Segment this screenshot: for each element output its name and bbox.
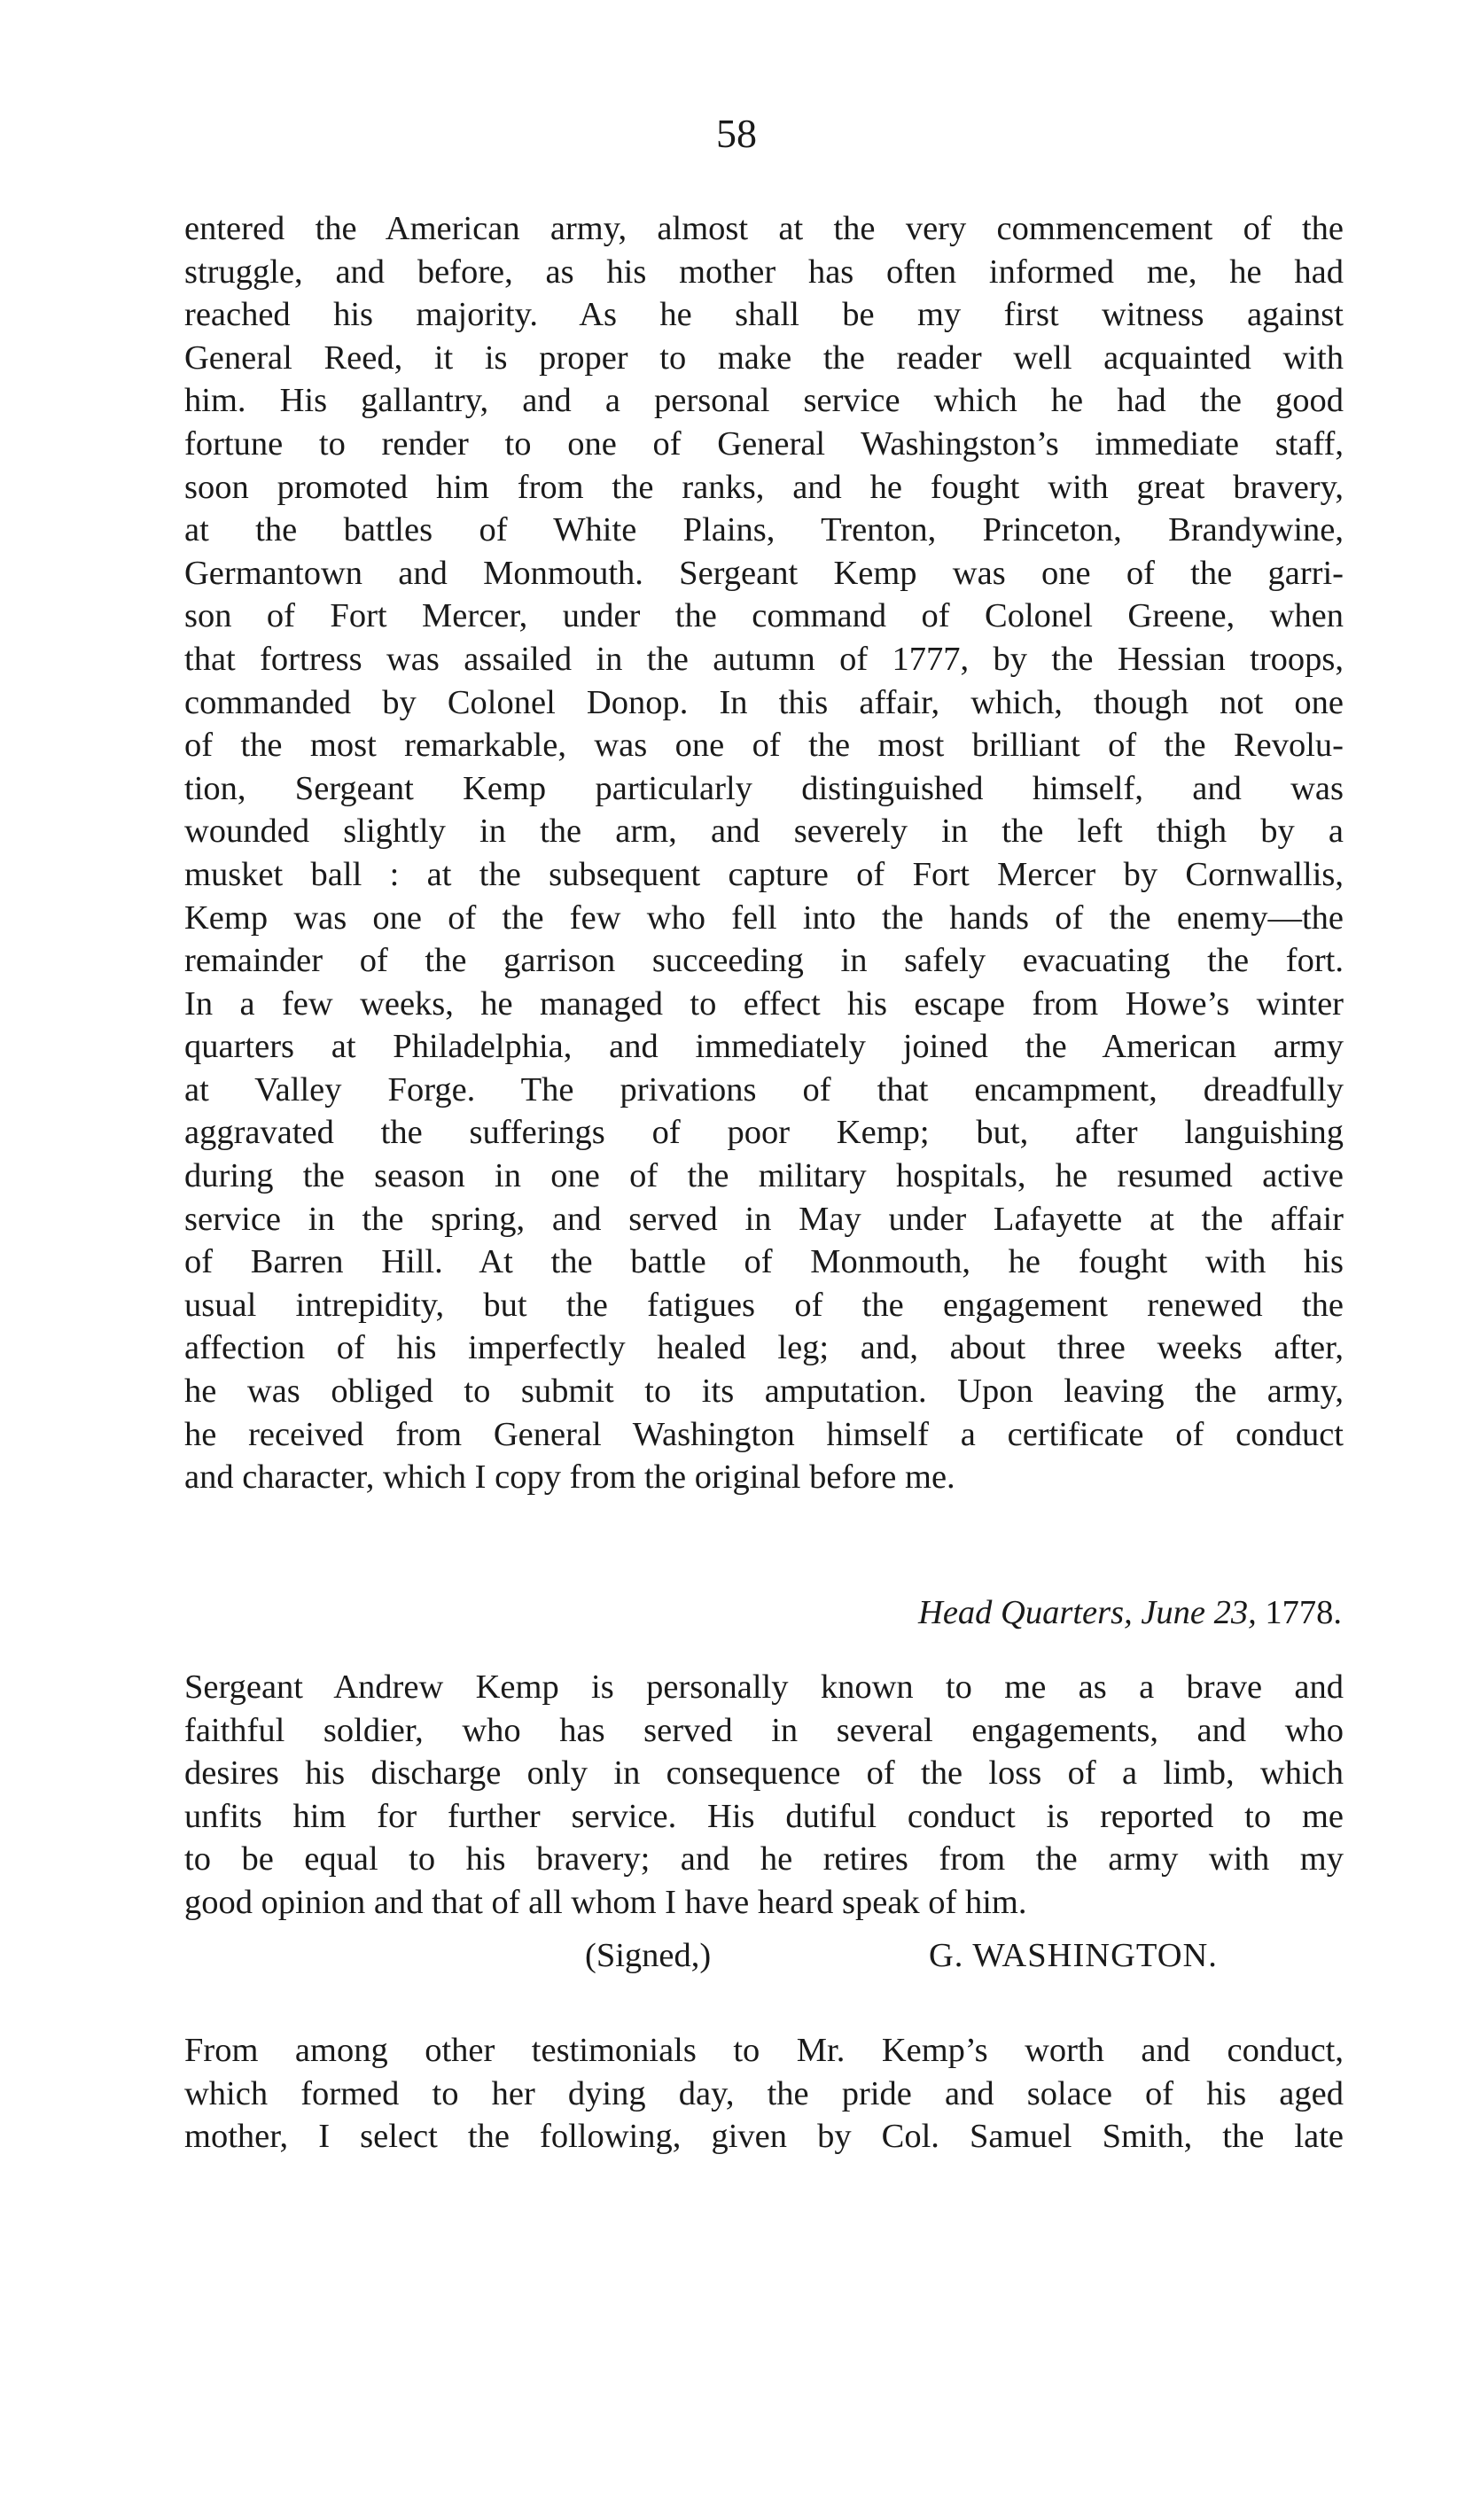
text-line: Germantown and Monmouth. Sergeant Kemp was one of the garri- <box>184 554 1344 592</box>
text-line: that fortress was assailed in the autumn of 1777, by the Hessian troops, <box>184 640 1344 678</box>
text-line: and character, which I copy from the original before me. <box>184 1458 955 1497</box>
text-line: In a few weeks, he managed to effect his escape from Howe’s winter <box>184 984 1344 1023</box>
text-line: struggle, and before, as his mother has often informed me, he had <box>184 253 1344 291</box>
text-line: he was obliged to submit to its amputation. Upon leaving the army, <box>184 1373 1344 1411</box>
text-line: son of Fort Mercer, under the command of Colonel Greene, when <box>184 597 1344 635</box>
text-line: service in the spring, and served in May under Lafayette at the affair <box>184 1200 1344 1238</box>
text-line: musket ball : at the subsequent capture of Fort Mercer by Cornwallis, <box>184 855 1344 893</box>
text-line: usual intrepidity, but the fatigues of the engagement renewed the <box>184 1286 1344 1324</box>
text-line: during the season in one of the military hospitals, he resumed active <box>184 1157 1344 1195</box>
text-line: soon promoted him from the ranks, and he fought with great bravery, <box>184 468 1344 506</box>
washington-certificate <box>184 1666 1344 1925</box>
signature-name: G. WASHINGTON. <box>929 1937 1218 1974</box>
text-line: General Reed, it is proper to make the reader well acquainted with <box>184 338 1344 377</box>
text-line: commanded by Colonel Donop. In this affair, which, though not one <box>184 683 1344 721</box>
text-line: Sergeant Andrew Kemp is personally known to me as a brave and <box>184 1668 1344 1706</box>
text-line: desires his discharge only in consequence of the loss of a limb, which <box>184 1754 1344 1793</box>
text-line: fortune to render to one of General Washingston’s immediate staff, <box>184 424 1344 463</box>
dateline <box>918 1593 1342 1632</box>
text-line: remainder of the garrison succeeding in safely evacuating the fort. <box>184 942 1344 980</box>
signed-label: (Signed,) <box>585 1937 712 1974</box>
text-line: to be equal to his bravery; and he retires from the army with my <box>184 1840 1344 1878</box>
closing-paragraph <box>184 2029 1344 2158</box>
dateline-year: 1778. <box>1265 1594 1342 1631</box>
text-line: he received from General Washington himself a certificate of conduct <box>184 1415 1344 1453</box>
text-line: at the battles of White Plains, Trenton, Princeton, Brandywine, <box>184 511 1344 549</box>
text-line: From among other testimonials to Mr. Kemp’s worth and conduct, <box>184 2032 1344 2069</box>
text-line: of the most remarkable, was one of the most brilliant of the Revolu- <box>184 727 1344 765</box>
text-line: good opinion and that of all whom I have heard speak of him. <box>184 1883 1027 1921</box>
text-line: quarters at Philadelphia, and immediately joined the American army <box>184 1028 1344 1066</box>
main-paragraph <box>184 207 1344 1499</box>
text-line: wounded slightly in the arm, and severely in the left thigh by a <box>184 813 1344 851</box>
text-line: mother, I select the following, given by Col. Samuel Smith, the late <box>184 2118 1344 2156</box>
text-line: which formed to her dying day, the pride and solace of his aged <box>184 2074 1344 2112</box>
page-number: 58 <box>716 111 757 156</box>
text-line: of Barren Hill. At the battle of Monmouth, he fought with his <box>184 1243 1344 1281</box>
text-line: unfits him for further service. His dutiful conduct is reported to me <box>184 1797 1344 1835</box>
dateline-place: Head Quarters, June 23, <box>918 1594 1257 1631</box>
text-line: tion, Sergeant Kemp particularly distinguished himself, and was <box>184 769 1344 807</box>
text-line: entered the American army, almost at the very commencement of the <box>184 210 1344 247</box>
text-line: at Valley Forge. The privations of that encampment, dreadfully <box>184 1070 1344 1108</box>
text-line: Kemp was one of the few who fell into the hands of the enemy—the <box>184 898 1344 937</box>
text-line: reached his majority. As he shall be my first witness against <box>184 296 1344 334</box>
text-line: affection of his imperfectly healed leg; and, about three weeks after, <box>184 1329 1344 1367</box>
text-line: faithful soldier, who has served in several engagements, and who <box>184 1711 1344 1749</box>
text-line: aggravated the sufferings of poor Kemp; but, after languishing <box>184 1114 1344 1152</box>
text-line: him. His gallantry, and a personal service which he had the good <box>184 382 1344 420</box>
